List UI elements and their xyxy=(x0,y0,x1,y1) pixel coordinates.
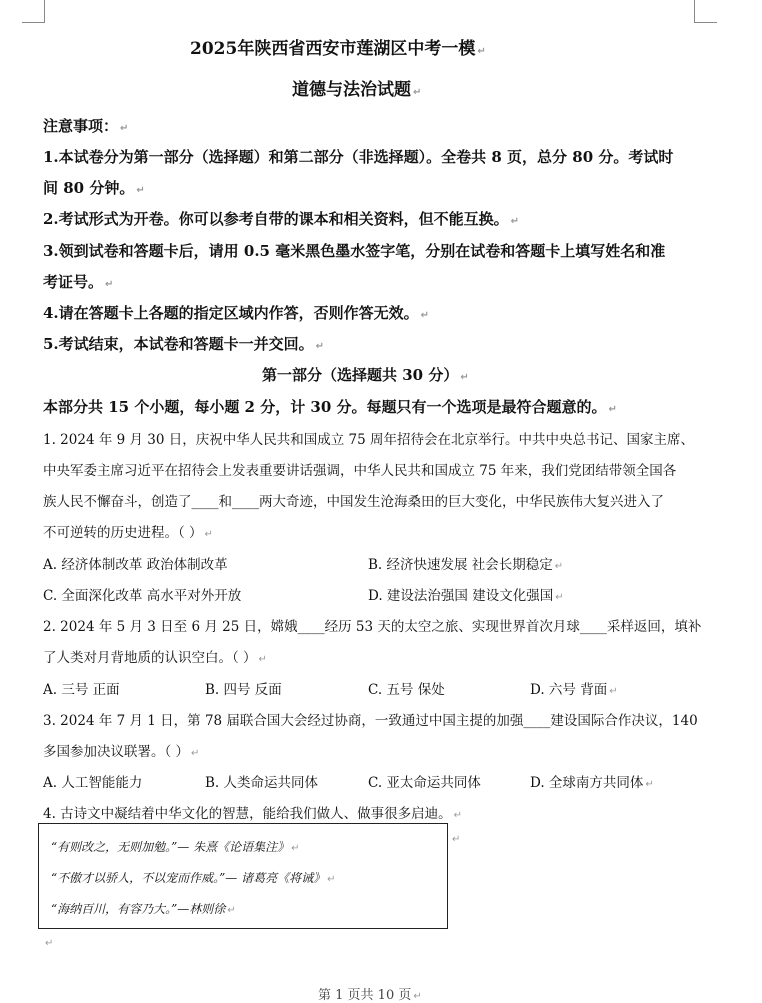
page-footer: 第 1 页共 10 页 ↵ xyxy=(318,988,422,1003)
question-3-line: 3. 2024 年 7 月 1 日，第 78 届联合国大会经过协商，一致通过中国主提的加强____建设国际合作决议，140 xyxy=(43,713,698,729)
question-1-line: 族人民不懈奋斗，创造了____和____两大奇迹，中国发生沧海桑田的巨大变化，中华民族伟大复兴进入了 xyxy=(43,494,664,510)
question-2-line: 了人类对月背地质的认识空白。（ ） ↵ xyxy=(43,650,267,666)
paragraph-mark-icon: ↵ xyxy=(645,779,654,790)
notice-item: 5.考试结束，本试卷和答题卡一并交回。 ↵ xyxy=(43,335,325,353)
question-1-line: 1. 2024 年 9 月 30 日，庆祝中华人民共和国成立 75 周年招待会在北京举行。中共中央总书记、国家主席、 xyxy=(43,432,695,448)
question-3-option-a[interactable]: A. 人工智能能力 xyxy=(43,775,143,791)
question-2-option-b[interactable]: B. 四号 反面 xyxy=(205,682,282,698)
crop-mark-top-left xyxy=(22,0,45,23)
section-heading: 第一部分（选择题共 30 分） ↵ xyxy=(262,366,469,384)
quote-line: “海纳百川，有容乃大。”—林则徐 ↵ xyxy=(51,902,236,916)
paragraph-mark-icon: ↵ xyxy=(608,404,617,415)
paragraph-mark-icon: ↵ xyxy=(258,654,267,665)
quote-box xyxy=(38,823,448,929)
question-3-line: 多国参加决议联署。（ ） ↵ xyxy=(43,744,200,760)
question-2-option-c[interactable]: C. 五号 保处 xyxy=(368,682,445,698)
paragraph-mark-icon: ↵ xyxy=(413,991,422,1002)
question-2-option-d[interactable]: D. 六号 背面 ↵ xyxy=(530,682,618,698)
paragraph-mark-icon: ↵ xyxy=(609,686,618,697)
quote-line: “有则改之，无则加勉。”— 朱熹《论语集注》 ↵ xyxy=(51,840,300,854)
question-3-option-c[interactable]: C. 亚太命运共同体 xyxy=(368,775,481,791)
paragraph-mark-icon: ↵ xyxy=(227,905,236,916)
paragraph-mark-icon: ↵ xyxy=(45,938,54,949)
paragraph-mark-icon: ↵ xyxy=(554,561,564,572)
paragraph-mark-icon: ↵ xyxy=(105,279,114,290)
paragraph-mark-icon: ↵ xyxy=(452,834,461,845)
quote-line: “不傲才以骄人，不以宠而作威。”— 诸葛亮《将诫》 ↵ xyxy=(51,871,336,885)
notice-heading: 注意事项： ↵ xyxy=(43,117,129,135)
question-2-line: 2. 2024 年 5 月 3 日至 6 月 25 日，嫦娥____经历 53 天的太空之旅、实现世界首次月球____采样返回，填补 xyxy=(43,619,702,635)
question-1-line: 中央军委主席习近平在招待会上发表重要讲话强调，中华人民共和国成立 75 年来，我们党团结带领全国各 xyxy=(43,463,677,479)
paragraph-mark-icon: ↵ xyxy=(315,341,325,352)
paragraph-mark-icon: ↵ xyxy=(413,87,422,98)
notice-item: 1.本试卷分为第一部分（选择题）和第二部分（非选择题）。全卷共 8 页，总分 80 分。考试时 xyxy=(43,148,674,166)
exam-title: 2025年陕西省西安市莲湖区中考一模 ↵ xyxy=(190,39,486,59)
question-1-option-b[interactable]: B. 经济快速发展 社会长期稳定 ↵ xyxy=(368,557,564,573)
paragraph-mark-icon: ↵ xyxy=(555,592,564,603)
paragraph-mark-icon: ↵ xyxy=(204,529,213,540)
crop-mark-top-right xyxy=(694,0,717,23)
question-1-option-c[interactable]: C. 全面深化改革 高水平对外开放 xyxy=(43,588,242,604)
paragraph-mark-icon: ↵ xyxy=(136,185,145,196)
question-1-option-d[interactable]: D. 建设法治强国 建设文化强国 ↵ xyxy=(368,588,564,604)
question-3-option-d[interactable]: D. 全球南方共同体 ↵ xyxy=(530,775,654,791)
paragraph-mark-icon: ↵ xyxy=(291,843,300,854)
notice-item: 3.领到试卷和答题卡后，请用 0.5 毫米黑色墨水签字笔，分别在试卷和答题卡上填写姓名和准 xyxy=(43,242,666,260)
paragraph-mark-icon: ↵ xyxy=(327,874,336,885)
notice-item: 考证号。 ↵ xyxy=(43,273,114,291)
paragraph-mark-icon: ↵ xyxy=(453,810,463,821)
notice-item: 2.考试形式为开卷。你可以参考自带的课本和相关资料，但不能互换。 ↵ xyxy=(43,210,520,228)
question-2-option-a[interactable]: A. 三号 正面 xyxy=(43,682,120,698)
paragraph-mark-icon: ↵ xyxy=(420,310,430,321)
question-4-line: 4. 古诗文中凝结着中华文化的智慧，能给我们做人、做事很多启迪。 ↵ xyxy=(43,806,463,822)
question-1-option-a[interactable]: A. 经济体制改革 政治体制改革 xyxy=(43,557,228,573)
exam-subtitle: 道德与法治试题 ↵ xyxy=(292,80,422,100)
paragraph-mark-icon: ↵ xyxy=(120,123,129,134)
paragraph-mark-icon: ↵ xyxy=(460,372,469,383)
section-instruction: 本部分共 15 个小题，每小题 2 分，计 30 分。每题只有一个选项是最符合题意的。 ↵ xyxy=(43,398,617,416)
paragraph-mark-icon: ↵ xyxy=(510,216,520,227)
question-1-line: 不可逆转的历史进程。（ ） ↵ xyxy=(43,525,213,541)
notice-item: 间 80 分钟。 ↵ xyxy=(43,179,145,197)
notice-item: 4.请在答题卡上各题的指定区域内作答，否则作答无效。 ↵ xyxy=(43,304,430,322)
paragraph-mark-icon: ↵ xyxy=(477,46,486,57)
question-3-option-b[interactable]: B. 人类命运共同体 xyxy=(205,775,319,791)
paragraph-mark-icon: ↵ xyxy=(191,748,200,759)
